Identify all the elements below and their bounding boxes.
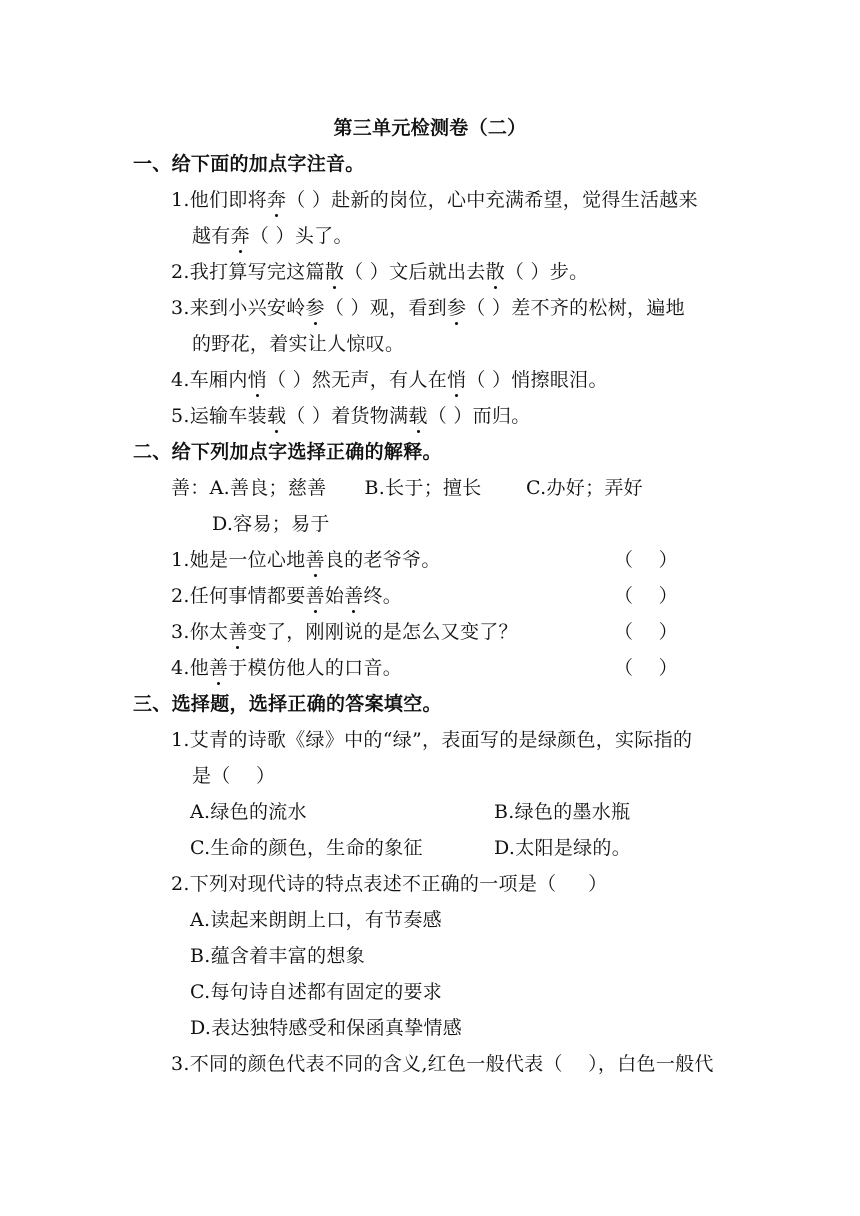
answer-blank[interactable]: （ ） <box>614 657 678 679</box>
s3-q2-option-c[interactable]: C.每句诗自述都有固定的要求 <box>190 981 443 1003</box>
dotted-char: 悄 <box>247 369 267 391</box>
section3-heading: 三、选择题，选择正确的答案填空。 <box>133 693 442 715</box>
s2-question-3: 3.你太善变了，刚刚说的是怎么又变了？ <box>171 621 518 643</box>
s1-question-2: 2.我打算写完这篇散（ ）文后就出去散（ ）步。 <box>171 261 589 283</box>
answer-blank[interactable]: （ ） <box>614 549 678 571</box>
s3-q1-option-b[interactable]: B.绿色的墨水瓶 <box>494 801 631 823</box>
s1-question-5: 5.运输车装载（ ）着货物满载（ ）而归。 <box>171 405 531 427</box>
answer-blank[interactable]: （ ） <box>614 585 678 607</box>
answer-blank[interactable]: （ ） <box>614 621 678 643</box>
s1-question-1-line1: 1.他们即将奔（ ）赴新的岗位，心中充满希望，觉得生活越来 <box>171 189 698 211</box>
dotted-char: 善 <box>305 585 325 607</box>
s3-question-2: 2.下列对现代诗的特点表述不正确的一项是（ ） <box>171 873 608 895</box>
dotted-char: 载 <box>408 405 428 427</box>
s1-question-1-line2: 越有奔（ ）头了。 <box>192 225 353 247</box>
s3-q2-option-d[interactable]: D.表达独特感受和保函真挚情感 <box>190 1017 463 1039</box>
s1-question-3-line2: 的野花，着实让人惊叹。 <box>192 333 405 355</box>
s3-q1-option-a[interactable]: A.绿色的流水 <box>190 801 307 823</box>
s3-question-3: 3.不同的颜色代表不同的含义,红色一般代表（ ），白色一般代 <box>171 1053 714 1075</box>
dotted-char: 散 <box>485 261 505 283</box>
s3-q2-option-a[interactable]: A.读起来朗朗上口，有节奏感 <box>190 909 442 931</box>
s2-meanings-line1: 善：A.善良；慈善 B.长于；擅长 C.办好；弄好 <box>171 477 643 499</box>
section1-heading: 一、给下面的加点字注音。 <box>133 153 365 175</box>
s3-q2-option-b[interactable]: B.蕴含着丰富的想象 <box>190 945 366 967</box>
dotted-char: 奔 <box>230 225 250 247</box>
s2-question-4: 4.他善于模仿他人的口音。 <box>171 657 403 679</box>
s3-q1-option-c[interactable]: C.生命的颜色，生命的象征 <box>190 837 423 859</box>
s1-question-4: 4.车厢内悄（ ）然无声，有人在悄（ ）悄擦眼泪。 <box>171 369 608 391</box>
dotted-char: 载 <box>266 405 287 427</box>
page-title: 第三单元检测卷（二） <box>333 117 527 139</box>
s3-question-1-line1: 1.艾青的诗歌《绿》中的“绿”，表面写的是绿颜色，实际指的 <box>171 729 693 751</box>
dotted-char: 奔 <box>266 189 287 211</box>
dotted-char: 参 <box>446 297 467 319</box>
s3-question-1-line2: 是（ ） <box>192 765 276 787</box>
dotted-char: 散 <box>324 261 345 283</box>
s2-question-1: 1.她是一位心地善良的老爷爷。 <box>171 549 441 571</box>
dotted-char: 参 <box>305 297 325 319</box>
s3-q1-option-d[interactable]: D.太阳是绿的。 <box>494 837 631 859</box>
s1-question-3-line1: 3.来到小兴安岭参（ ）观，看到参（ ）差不齐的松树，遍地 <box>171 297 685 319</box>
dotted-char: 善 <box>228 621 248 643</box>
dotted-char: 悄 <box>447 369 467 391</box>
s2-question-2: 2.任何事情都要善始善终。 <box>171 585 403 607</box>
section2-heading: 二、给下列加点字选择正确的解释。 <box>133 441 442 463</box>
dotted-char: 善 <box>305 549 325 571</box>
dotted-char: 善 <box>209 657 229 679</box>
s2-meanings-line2: D.容易；易于 <box>212 513 330 535</box>
dotted-char: 善 <box>344 585 364 607</box>
